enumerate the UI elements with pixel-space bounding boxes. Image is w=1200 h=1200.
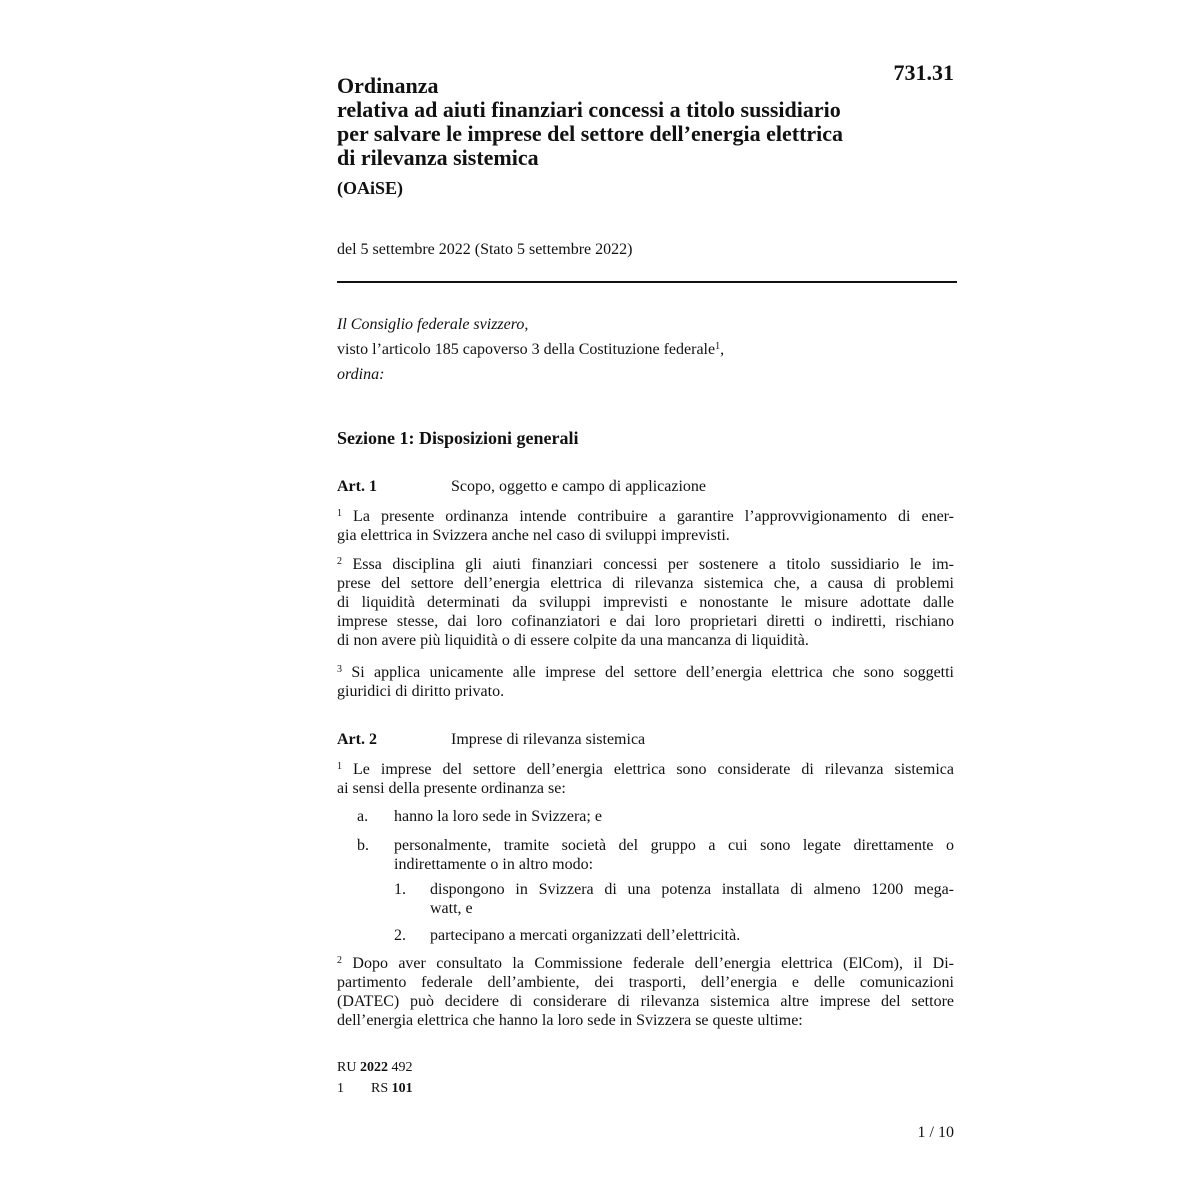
article-heading: Scopo, oggetto e campo di applicazione (451, 478, 707, 495)
paragraph-line: (DATEC) può decidere di considerare di rilevanza sistemica altre imprese del settore (337, 993, 954, 1010)
paragraph-line: Essa disciplina gli aiuti finanziari concessi per sostenere a titolo sussidiario le im- (352, 556, 955, 573)
list-label: 2. (394, 927, 406, 944)
article-number: Art. 2 (337, 731, 377, 748)
paragraph-line: Dopo aver consultato la Commissione federale dell’energia elettrica (ElCom), il Di- (352, 955, 955, 972)
ru-prefix: RU (337, 1060, 357, 1075)
list-text: partecipano a mercati organizzati dell’elettricità. (430, 927, 741, 944)
list-line: indirettamente o in altro modo: (394, 856, 594, 873)
paragraph-line: giuridici di diritto privato. (337, 683, 505, 700)
list-label: b. (357, 837, 369, 854)
preamble-authority: Il Consiglio federale svizzero, (337, 316, 529, 333)
article-heading: Imprese di rilevanza sistemica (451, 731, 646, 748)
paragraph-line: imprese stesse, dai loro cofinanziatori e dai loro proprietari diretti o indiretti, rischiano (337, 613, 954, 630)
title-line: di rilevanza sistemica (337, 145, 539, 170)
paragraph-line: gia elettrica in Svizzera anche nel caso di sviluppi imprevisti. (337, 527, 730, 544)
paragraph-line: di non avere più liquidità o di essere colpite da una mancanza di liquidità. (337, 632, 809, 649)
paragraph-line: Le imprese del settore dell’energia elettrica sono considerate di rilevanza sistemica (353, 761, 955, 778)
list-item-b (357, 836, 954, 876)
page-number: 1 / 10 (917, 1124, 954, 1141)
paragraph-number: 3 (337, 664, 342, 675)
list-text (430, 880, 954, 918)
preamble-order: ordina: (337, 366, 385, 383)
title-line: Ordinanza (337, 73, 439, 98)
date-line: del 5 settembre 2022 (Stato 5 settembre 2022) (337, 241, 633, 258)
sub-item-1 (394, 880, 954, 920)
list-label: a. (357, 808, 369, 825)
paragraph-number: 1 (337, 508, 342, 519)
list-line: dispongono in Svizzera di una potenza installata di almeno 1200 mega- (430, 881, 954, 898)
paragraph-line: di liquidità determinati da sviluppi imprevisti e nonostante le misure adottate dalle (337, 594, 954, 611)
ru-year: 2022 (359, 1060, 388, 1075)
paragraph-line: ai sensi della presente ordinanza se: (337, 780, 566, 797)
list-line: personalmente, tramite società del gruppo a cui sono legate direttamente o (394, 837, 954, 854)
header-divider (337, 281, 957, 283)
article-1-paragraph-2 (337, 555, 954, 650)
document-number: 731.31 (893, 60, 954, 85)
paragraph-number: 2 (337, 955, 342, 966)
paragraph-line: prese del settore dell’energia elettrica di rilevanza sistemica che, a causa di problemi (337, 575, 954, 592)
list-text (394, 836, 954, 874)
paragraph-line: La presente ordinanza intende contribuire a garantire l’approvvigionamento di ener- (353, 508, 955, 525)
list-label: 1. (394, 881, 406, 898)
footnote-ref-number: 101 (391, 1081, 413, 1096)
list-line: watt, e (430, 900, 473, 917)
ru-page: 492 (391, 1060, 413, 1075)
paragraph-line: Si applica unicamente alle imprese del settore dell’energia elettrica che sono soggetti (351, 664, 955, 681)
preamble-basis-text: visto l’articolo 185 capoverso 3 della Costituzione federale (337, 341, 716, 358)
section-title: Sezione 1: Disposizioni generali (337, 428, 579, 448)
paragraph-line: partimento federale dell’ambiente, dei trasporti, dell’energia e delle comunicazioni (337, 974, 954, 991)
footnote-prefix: RS (371, 1081, 389, 1096)
paragraph-number: 1 (337, 761, 342, 772)
preamble-basis-end: , (720, 341, 725, 358)
official-compilation-ref (337, 1060, 412, 1076)
title-line: relativa ad aiuti finanziari concessi a titolo sussidiario (337, 97, 841, 122)
paragraph-line: dell’energia elettrica che hanno la loro sede in Svizzera se queste ultime: (337, 1012, 803, 1029)
article-1-paragraph-3 (337, 663, 954, 701)
article-2-header (337, 731, 954, 749)
article-1-header (337, 478, 954, 496)
title-line: per salvare le imprese del settore dell’energia elettrica (337, 121, 844, 146)
list-text: hanno la loro sede in Svizzera; e (394, 808, 602, 825)
footnote-ref[interactable]: 1 (715, 341, 721, 352)
paragraph-number: 2 (337, 556, 342, 567)
article-number: Art. 1 (337, 478, 377, 495)
preamble (337, 312, 724, 387)
article-2-paragraph-2 (337, 954, 954, 1030)
preamble-basis (337, 337, 724, 362)
footnote-number: 1 (337, 1081, 344, 1096)
article-1-paragraph-1 (337, 507, 954, 545)
article-2-paragraph-1 (337, 760, 954, 798)
footnote-1 (337, 1081, 413, 1097)
abbreviation: (OAiSE) (337, 178, 404, 198)
document-title (337, 74, 937, 170)
